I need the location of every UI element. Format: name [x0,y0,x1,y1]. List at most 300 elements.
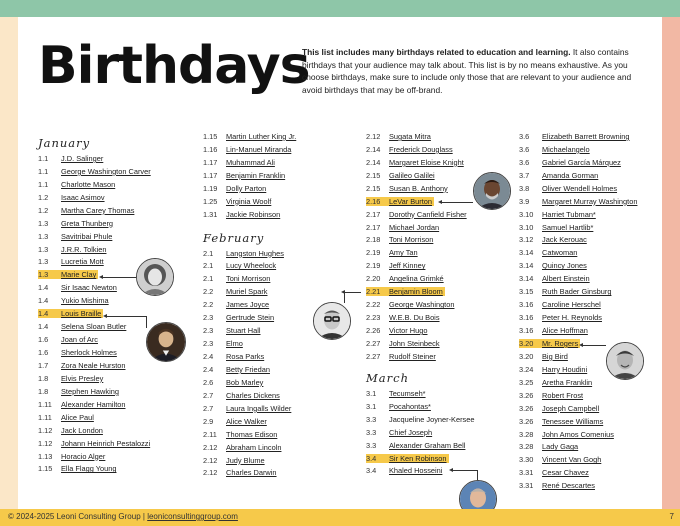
birthday-date: 1.3 [38,270,59,279]
birthday-entry [38,463,188,476]
birthday-date: 2.19 [366,261,381,271]
birthday-name-link[interactable]: Sir Isaac Newton [61,283,117,293]
birthday-entry [519,337,669,350]
birthday-name-link[interactable]: Frederick Douglass [389,144,453,154]
march-list [366,387,516,478]
birthday-date: 3.31 [519,481,534,491]
birthday-name-link[interactable]: Sugata Mitra [389,131,431,141]
birthday-entry [519,156,669,169]
birthday-date: 2.2 [203,287,214,297]
birthday-date: 3.3 [366,440,377,450]
birthday-date: 3.14 [519,248,534,258]
left-color-band [0,17,18,509]
birthday-name-link[interactable]: Albert Einstein [542,274,590,284]
birthday-date: 1.13 [38,451,53,461]
birthday-entry [203,415,353,428]
birthday-name-link[interactable]: Thomas Edison [226,429,278,439]
birthday-name-link[interactable]: Jack London [61,425,103,435]
birthday-entry [366,221,516,234]
birthday-name-link[interactable]: Alice Hoffman [542,326,588,336]
levar-burton-arrow [441,202,473,203]
birthday-entry [519,195,669,208]
birthday-date: 1.4 [38,309,59,318]
birthday-entry [38,372,188,385]
birthday-name-link[interactable]: Savitribai Phule [61,231,113,241]
birthday-date: 1.8 [38,386,49,396]
birthday-name-link[interactable]: Khaled Hosseini [389,466,443,476]
birthday-name-link[interactable]: John Steinbeck [389,338,440,348]
birthday-date: 3.6 [519,131,530,141]
mr-rogers-portrait [606,342,644,380]
birthday-entry [203,350,353,363]
birthday-date: 2.4 [203,364,214,374]
birthday-name-link[interactable]: Tecumseh* [389,388,426,398]
birthday-entry [519,324,669,337]
birthday-date: 2.26 [366,326,381,336]
birthday-entry [366,452,516,465]
birthday-date: 3.28 [519,442,534,452]
birthday-date: 2.14 [366,144,381,154]
birthday-entry [366,439,516,452]
birthday-name-link[interactable]: Vincent Van Gogh [542,455,602,465]
birthday-date: 1.3 [38,218,49,228]
birthday-name-link[interactable]: Isaac Asimov [61,192,105,202]
marie-clay-portrait [136,258,174,296]
birthday-date: 2.17 [366,209,381,219]
birthday-date: 1.12 [38,425,53,435]
birthday-name-link[interactable]: Sherlock Holmes [61,348,117,358]
birthday-entry [38,178,188,191]
birthday-entry [366,311,516,324]
february-list [203,247,353,480]
birthday-date: 3.8 [519,183,530,193]
birthday-name-link[interactable]: Toni Morrison [389,235,434,245]
birthday-name-link[interactable]: Rudolf Steiner [389,351,436,361]
birthday-entry [203,156,353,169]
birthday-name-link[interactable]: Gertrude Stein [226,313,275,323]
birthday-date: 3.1 [366,401,377,411]
birthday-entry [366,234,516,247]
ken-robinson-connector [477,470,478,480]
birthday-name-link[interactable]: Alexander Hamilton [61,399,126,409]
birthday-entry [519,259,669,272]
birthday-date: 1.16 [203,144,218,154]
birthday-entry [366,143,516,156]
birthday-name-link[interactable]: Lucretia Mott [61,257,104,267]
birthday-date: 2.19 [366,248,381,258]
birthday-date: 2.21 [366,287,387,296]
birthday-name-link[interactable]: Victor Hugo [389,326,428,336]
birthday-name-link[interactable]: Alexander Graham Bell [389,440,466,450]
birthday-date: 1.11 [38,412,52,422]
birthday-date: 3.24 [519,364,534,374]
birthday-entry [203,208,353,221]
birthday-name-link[interactable]: Abraham Lincoln [226,442,282,452]
birthday-name-link[interactable]: Yukio Mishima [61,296,109,306]
birthday-date: 3.4 [366,466,377,476]
mr-rogers-arrow [582,345,606,346]
month-heading-march: March [366,370,409,385]
birthday-name-link[interactable]: Elizabeth Barrett Browning [542,131,630,141]
birthday-date: 1.6 [38,335,49,345]
birthday-date: 1.4 [38,322,49,332]
birthday-date: 2.20 [366,274,381,284]
birthday-date: 1.4 [38,283,49,293]
birthday-name-link[interactable]: Zora Neale Hurston [61,360,126,370]
birthday-entry [519,208,669,221]
birthday-name-link[interactable]: Ruth Bader Ginsburg [542,287,612,297]
birthday-date: 1.1 [38,166,49,176]
birthday-date: 1.7 [38,360,49,370]
birthday-name-link[interactable]: Joan of Arc [61,335,98,345]
birthday-name-link[interactable]: René Descartes [542,481,595,491]
birthday-entry [519,130,669,143]
birthday-entry [519,363,669,376]
birthday-entry [366,387,516,400]
birthday-name-link[interactable]: Louis Braille [61,309,102,319]
birthday-date: 3.15 [519,287,534,297]
benjamin-bloom-connector [344,292,345,303]
birthday-name-link[interactable]: Alice Paul [61,412,94,422]
birthday-date: 1.15 [203,131,218,141]
birthday-entry [38,243,188,256]
birthday-entry [38,411,188,424]
birthday-date: 2.1 [203,274,214,284]
birthday-name-link[interactable]: Cesar Chavez [542,468,589,478]
birthday-date: 3.14 [519,261,534,271]
birthday-entry [366,298,516,311]
birthday-date: 2.4 [203,352,214,362]
birthday-entry [203,376,353,389]
birthday-name-link[interactable]: Martin Luther King Jr. [226,131,297,141]
birthday-entry [366,246,516,259]
birthday-name-link[interactable]: Joseph Campbell [542,403,600,413]
birthday-name-link[interactable]: Elvis Presley [61,373,104,383]
birthday-date: 2.23 [366,313,381,323]
birthday-name-link[interactable]: Robert Frost [542,390,584,400]
birthday-entry [519,272,669,285]
louis-braille-arrow [106,316,146,317]
birthday-name-link[interactable]: Lucy Wheelock [226,261,277,271]
birthday-entry [38,398,188,411]
birthday-name-link[interactable]: Pocahontas* [389,401,431,411]
birthday-entry [519,428,669,441]
birthday-name-link[interactable]: Charlotte Mason [61,179,116,189]
month-heading-january: January [38,136,91,150]
birthday-entry [519,234,669,247]
birthday-date: 2.11 [203,429,217,439]
birthday-name-link[interactable]: Benjamin Bloom [389,287,443,297]
birthday-date: 3.3 [366,414,377,424]
birthday-entry [366,350,516,363]
birthday-date: 3.30 [519,455,534,465]
birthday-name-link[interactable]: Betty Friedan [226,364,270,374]
birthday-date: 3.1 [366,388,377,398]
birthday-date: 3.26 [519,403,534,413]
birthday-date: 1.17 [203,157,218,167]
birthday-date: 2.22 [366,300,381,310]
birthday-name-link[interactable]: Rosa Parks [226,352,265,362]
birthday-name-link[interactable]: Jeff Kinney [389,261,426,271]
birthday-name-link[interactable]: Ella Flagg Young [61,464,117,474]
birthday-name-link[interactable]: Michael Jordan [389,222,440,232]
birthday-name-link[interactable]: Muhammad Ali [226,157,275,167]
birthday-date: 3.31 [519,468,534,478]
birthday-entry [519,311,669,324]
birthday-date: 3.16 [519,313,534,323]
birthday-date: 1.15 [38,464,53,474]
birthday-name-link[interactable]: Big Bird [542,351,568,361]
benjamin-bloom-arrow [344,292,361,293]
birthday-date: 2.1 [203,248,214,258]
levar-burton-portrait [473,172,511,210]
birthday-name-link[interactable]: Lin-Manuel Miranda [226,144,292,154]
birthday-name-link[interactable]: Margaret Eloise Knight [389,157,464,167]
birthday-name-link[interactable]: Aretha Franklin [542,377,593,387]
birthday-date: 3.7 [519,170,530,180]
birthday-date: 3.28 [519,429,534,439]
birthday-date: 2.3 [203,313,214,323]
february-continued-list [366,130,516,363]
birthday-entry [203,260,353,273]
birthday-name-link[interactable]: Angelina Grimké [389,274,444,284]
birthday-name-link[interactable]: Mr. Rogers [542,338,579,348]
birthday-name-link[interactable]: Virginia Woolf [226,196,272,206]
birthday-entry [519,221,669,234]
birthday-date: 1.2 [38,205,49,215]
birthday-date: 1.25 [203,196,218,206]
birthday-date: 2.12 [366,131,381,141]
birthday-date: 2.12 [203,468,218,478]
birthday-name-link[interactable]: Samuel Hartlib* [542,222,594,232]
birthday-name-link[interactable]: Margaret Murray Washington [542,196,638,206]
birthday-date: 1.2 [38,192,49,202]
birthday-entry [366,465,516,478]
birthday-date: 1.31 [203,209,218,219]
birthday-name-link[interactable]: Stephen Hawking [61,386,119,396]
birthday-name-link[interactable]: Lady Gaga [542,442,579,452]
birthday-entry [519,246,669,259]
birthday-entry [203,285,353,298]
birthday-name-link[interactable]: Johann Heinrich Pestalozzi [61,438,151,448]
birthday-entry [38,307,188,320]
birthday-name-link[interactable]: Jackie Robinson [226,209,281,219]
birthday-entry [519,298,669,311]
birthday-name-link[interactable]: Martha Carey Thomas [61,205,135,215]
birthday-date: 2.9 [203,416,214,426]
birthday-entry [366,400,516,413]
birthday-date: 1.17 [203,170,218,180]
birthday-date: 2.15 [366,170,381,180]
birthday-entry [519,466,669,479]
birthday-entry [38,424,188,437]
birthday-entry [38,385,188,398]
birthday-name-link[interactable]: Stuart Hall [226,326,261,336]
birthday-name-link[interactable]: Selena Sloan Butler [61,322,127,332]
birthday-name-link[interactable]: Charles Darwin [226,468,277,478]
birthday-entry [519,441,669,454]
page-number: 7 [669,512,674,521]
birthday-name-link[interactable]: Amy Tan [389,248,418,258]
birthday-name-link[interactable]: Galileo Galilei [389,170,435,180]
birthday-date: 1.1 [38,153,49,163]
birthday-entry [519,389,669,402]
birthday-entry [38,294,188,307]
footer-website-link[interactable]: leoniconsultinggroup.com [147,512,238,521]
birthday-name-link[interactable]: W.E.B. Du Bois [389,313,440,323]
birthday-name-link[interactable]: Jack Kerouac [542,235,587,245]
birthday-date: 3.12 [519,235,534,245]
intro-text: It also contains birthdays that your audience may talk about. This list is by no means exhaustive. As you choose birthdays, make sure to include only those that are relevant to your audience and avoid birthdays that may be off-brand. [302,47,632,95]
birthday-entry [519,415,669,428]
birthday-name-link[interactable]: Bob Marley [226,377,264,387]
birthday-entry [366,156,516,169]
birthday-name-link[interactable]: Horacio Alger [61,451,106,461]
birthday-entry [38,204,188,217]
birthday-entry [203,428,353,441]
birthday-date: 3.16 [519,300,534,310]
birthday-name-link[interactable]: Muriel Spark [226,287,268,297]
birthday-date: 2.16 [366,197,387,206]
birthday-name-link[interactable]: Oliver Wendell Holmes [542,183,618,193]
birthday-date: 2.7 [203,390,214,400]
birthday-name-link[interactable]: Elmo [226,339,243,349]
birthday-entry [38,450,188,463]
birthday-date: 3.26 [519,416,534,426]
birthday-entry [519,182,669,195]
birthday-name-link[interactable]: Chief Joseph [389,427,433,437]
birthday-name-link[interactable]: Michaelangelo [542,144,590,154]
footer-copyright: © 2024-2025 Leoni Consulting Group | [8,512,148,521]
birthday-entry [366,413,516,426]
birthday-name-link[interactable]: Marie Clay [61,270,97,280]
birthday-name-link[interactable]: Greta Thunberg [61,218,114,228]
birthday-date: 1.8 [38,373,49,383]
birthday-name-link[interactable]: Peter H. Reynolds [542,313,602,323]
birthday-name-link[interactable]: Gabriel García Márquez [542,157,621,167]
birthday-name-link[interactable]: Sir Ken Robinson [389,453,447,463]
birthday-name-link[interactable]: Tenessee Williams [542,416,604,426]
birthday-name-link[interactable]: Toni Morrison [226,274,271,284]
birthday-name-link[interactable]: Langston Hughes [226,248,284,258]
birthday-entry [38,191,188,204]
birthday-date: 2.18 [366,235,381,245]
footer-text [8,512,238,521]
birthday-entry [366,130,516,143]
birthday-date: 2.2 [203,300,214,310]
birthday-date: 2.17 [366,222,381,232]
birthday-date: 3.4 [366,454,387,463]
birthday-name-link[interactable]: J.R.R. Tolkien [61,244,107,254]
birthday-entry [519,479,669,492]
birthday-name-link[interactable]: Laura Ingalls Wilder [226,403,292,413]
birthday-entry [366,259,516,272]
birthday-name-link[interactable]: Benjamin Franklin [226,170,286,180]
january-column [38,132,188,475]
birthday-name-link[interactable]: Caroline Herschel [542,300,601,310]
birthday-name-link[interactable]: Dolly Parton [226,183,267,193]
birthday-name-link[interactable]: John Amos Comenius [542,429,614,439]
birthday-date: 2.12 [203,442,218,452]
birthday-name-link: Jacqueline Joyner-Kersee [389,414,475,424]
birthday-entry [203,130,353,143]
birthday-date: 2.6 [203,377,214,387]
birthday-name-link[interactable]: Charles Dickens [226,390,280,400]
birthday-date: 3.6 [519,144,530,154]
birthday-entry [519,350,669,363]
birthday-name-link[interactable]: Amanda Gorman [542,170,599,180]
birthday-date: 2.27 [366,351,381,361]
birthday-name-link[interactable]: Quincy Jones [542,261,587,271]
birthday-name-link[interactable]: LeVar Burton [389,196,433,206]
birthday-entry [366,426,516,439]
birthday-name-link[interactable]: Harry Houdini [542,364,588,374]
birthday-entry [519,453,669,466]
birthday-entry [38,217,188,230]
month-heading-february: February [203,230,265,245]
birthday-date: 1.12 [38,438,53,448]
birthday-entry [519,143,669,156]
birthday-entry [519,402,669,415]
birthday-date: 3.26 [519,390,534,400]
birthday-date: 1.1 [38,179,49,189]
birthday-name-link[interactable]: George Washington [389,300,455,310]
birthday-name-link[interactable]: Alice Walker [226,416,267,426]
birthday-date: 1.4 [38,296,49,306]
birthday-entry [366,285,516,298]
birthday-date: 1.11 [38,399,52,409]
birthday-name-link[interactable]: Dorothy Canfield Fisher [389,209,467,219]
birthday-date: 2.14 [366,157,381,167]
birthday-entry [203,467,353,480]
birthday-entry [366,337,516,350]
marie-clay-arrow [102,277,136,278]
birthday-entry [38,437,188,450]
birthday-entry [366,272,516,285]
top-color-band [0,0,680,17]
birthday-entry [203,441,353,454]
january-continued-list [203,130,353,221]
birthday-entry [203,454,353,467]
column-four [519,130,669,492]
birthday-entry [519,376,669,389]
birthday-name-link[interactable]: Susan B. Anthony [389,183,448,193]
birthday-name-link[interactable]: J.D. Salinger [61,153,104,163]
birthday-name-link[interactable]: Catwoman [542,248,578,258]
birthday-date: 1.3 [38,244,49,254]
birthday-entry [366,324,516,337]
louis-braille-connector [146,316,147,328]
birthday-name-link[interactable]: James Joyce [226,300,270,310]
birthday-date: 2.3 [203,339,214,349]
birthday-entry [203,195,353,208]
birthday-entry [203,169,353,182]
birthday-date: 3.6 [519,157,530,167]
birthday-entry [203,389,353,402]
page-title: Birthdays [38,36,310,96]
birthday-date: 2.12 [203,455,218,465]
birthday-name-link[interactable]: Judy Blume [226,455,265,465]
birthday-entry [38,152,188,165]
birthday-entry [38,165,188,178]
louis-braille-portrait [146,322,186,362]
birthday-date: 3.10 [519,209,534,219]
january-list [38,152,188,475]
birthday-name-link[interactable]: George Washington Carver [61,166,151,176]
birthday-name-link[interactable]: Harriet Tubman* [542,209,596,219]
birthday-date: 3.14 [519,274,534,284]
birthday-entry [203,363,353,376]
